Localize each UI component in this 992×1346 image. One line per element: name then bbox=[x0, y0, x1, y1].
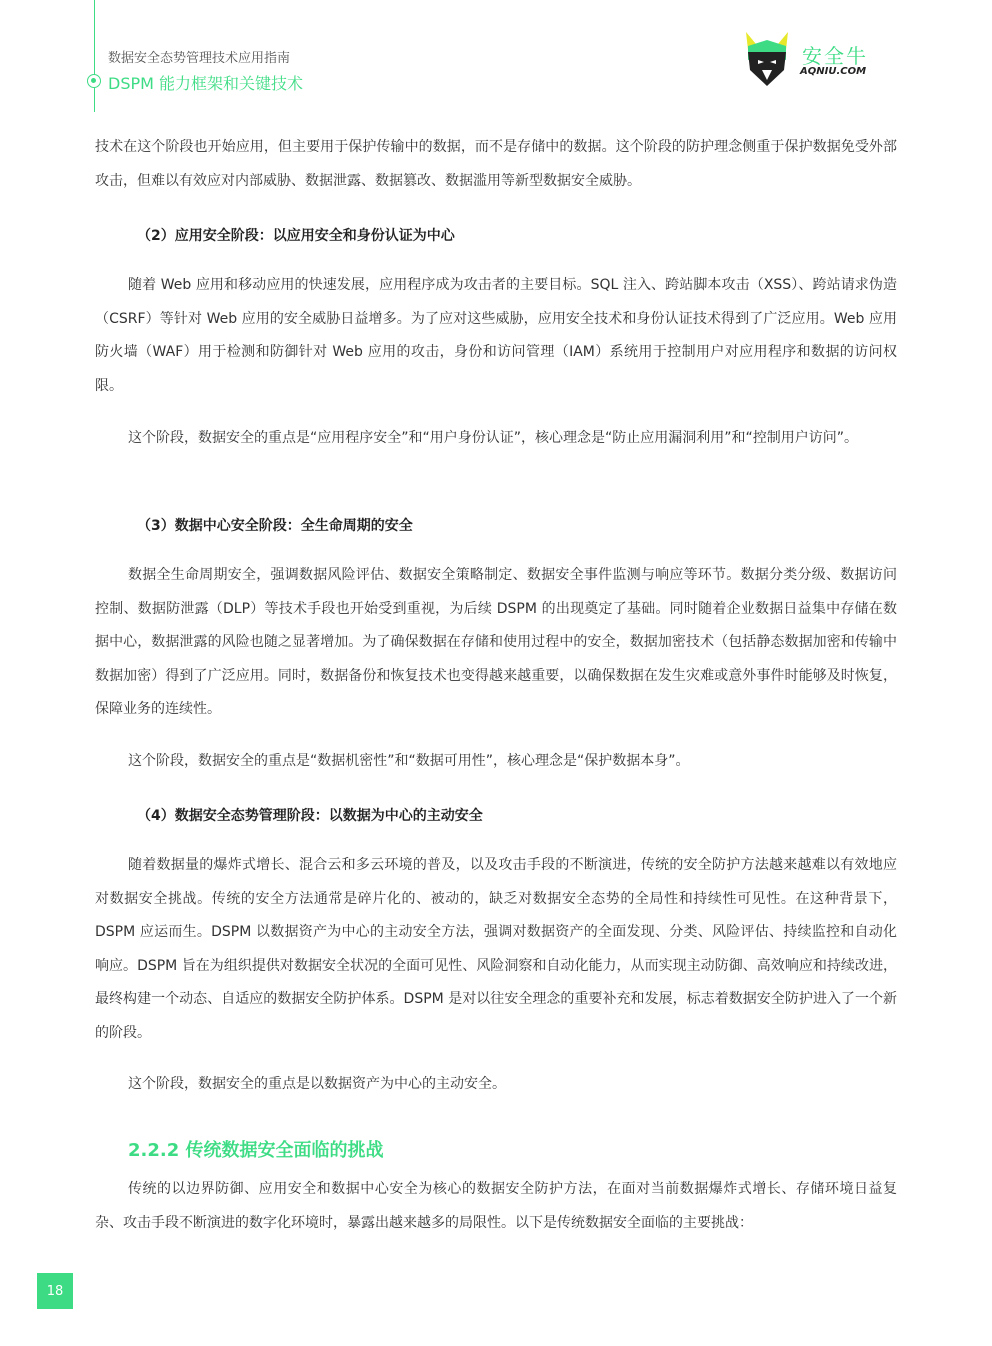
paragraph: 随着 Web 应用和移动应用的快速发展，应用程序成为攻击者的主要目标。SQL 注入、跨站脚本攻击（XSS）、跨站请求伪造（CSRF）等针对 Web 应用的安全威胁日益增多。为了应对这些威胁，应用安全技术和身份认证技术得到了广泛应用。Web 应用防火墙（WAF）用于检测和防御针对 Web 应用的攻击，身份和访问管理（IAM）系统用于控制用户对应用程序和数据的访问权限。 bbox=[95, 277, 897, 394]
bull-mascot-icon bbox=[744, 30, 790, 88]
doc-title: 数据安全态势管理技术应用指南 bbox=[108, 51, 291, 66]
header-rule bbox=[94, 0, 95, 112]
subheading-stage-4: （4）数据安全态势管理阶段：以数据为中心的主动安全 bbox=[137, 808, 483, 824]
paragraph: 这个阶段，数据安全的重点是“数据机密性”和“数据可用性”，核心理念是“保护数据本身”。 bbox=[128, 753, 690, 769]
paragraph: 这个阶段，数据安全的重点是“应用程序安全”和“用户身份认证”，核心理念是“防止应用漏洞利用”和“控制用户访问”。 bbox=[128, 430, 859, 446]
subheading-stage-3: （3）数据中心安全阶段：全生命周期的安全 bbox=[137, 518, 413, 534]
paragraph: 随着数据量的爆炸式增长、混合云和多云环境的普及，以及攻击手段的不断演进，传统的安全防护方法越来越难以有效地应对数据安全挑战。传统的安全方法通常是碎片化的、被动的，缺乏对数据安全态势的全局性和持续性可见性。在这种背景下，DSPM 应运而生。DSPM 以数据资产为中心的主动安全方法，强调对数据资产的全面发现、分类、风险评估、持续监控和自动化响应。DSPM 旨在为组织提供对数据安全状况的全面可见性、风险洞察和自动化能力，从而实现主动防御、高效响应和持续改进，最终构建一个动态、自适应的数据安全防护体系。DSPM 是对以往安全理念的重要补充和发展，标志着数据安全防护进入了一个新的阶段。 bbox=[95, 857, 897, 1041]
logo-name: 安全牛 bbox=[802, 44, 868, 68]
logo-domain: AQNIU.COM bbox=[800, 66, 867, 77]
page-number: 18 bbox=[37, 1273, 73, 1309]
section-heading: 2.2.2 传统数据安全面临的挑战 bbox=[128, 1140, 384, 1161]
brand-logo bbox=[744, 30, 870, 88]
subheading-stage-2: （2）应用安全阶段：以应用安全和身份认证为中心 bbox=[137, 228, 455, 244]
chapter-title: DSPM 能力框架和关键技术 bbox=[108, 74, 304, 93]
paragraph: 数据全生命周期安全，强调数据风险评估、数据安全策略制定、数据安全事件监测与响应等环节。数据分类分级、数据访问控制、数据防泄露（DLP）等技术手段也开始受到重视，为后续 DSPM 的出现奠定了基础。同时随着企业数据日益集中存储在数据中心，数据泄露的风险也随之显著增加。为了确保数据在存储和使用过程中的安全，数据加密技术（包括静态数据加密和传输中数据加密）得到了广泛应用。同时，数据备份和恢复技术也变得越来越重要，以确保数据在发生灾难或意外事件时能够及时恢复，保障业务的连续性。 bbox=[95, 567, 897, 717]
paragraph: 传统的以边界防御、应用安全和数据中心安全为核心的数据安全防护方法，在面对当前数据爆炸式增长、存储环境日益复杂、攻击手段不断演进的数字化环境时，暴露出越来越多的局限性。以下是传统数据安全面临的主要挑战： bbox=[95, 1181, 897, 1231]
paragraph: 这个阶段，数据安全的重点是以数据资产为中心的主动安全。 bbox=[128, 1076, 506, 1092]
paragraph: 技术在这个阶段也开始应用，但主要用于保护传输中的数据，而不是存储中的数据。这个阶段的防护理念侧重于保护数据免受外部攻击，但难以有效应对内部威胁、数据泄露、数据篡改、数据滥用等新型数据安全威胁。 bbox=[95, 139, 897, 189]
chapter-marker-icon bbox=[87, 74, 101, 88]
